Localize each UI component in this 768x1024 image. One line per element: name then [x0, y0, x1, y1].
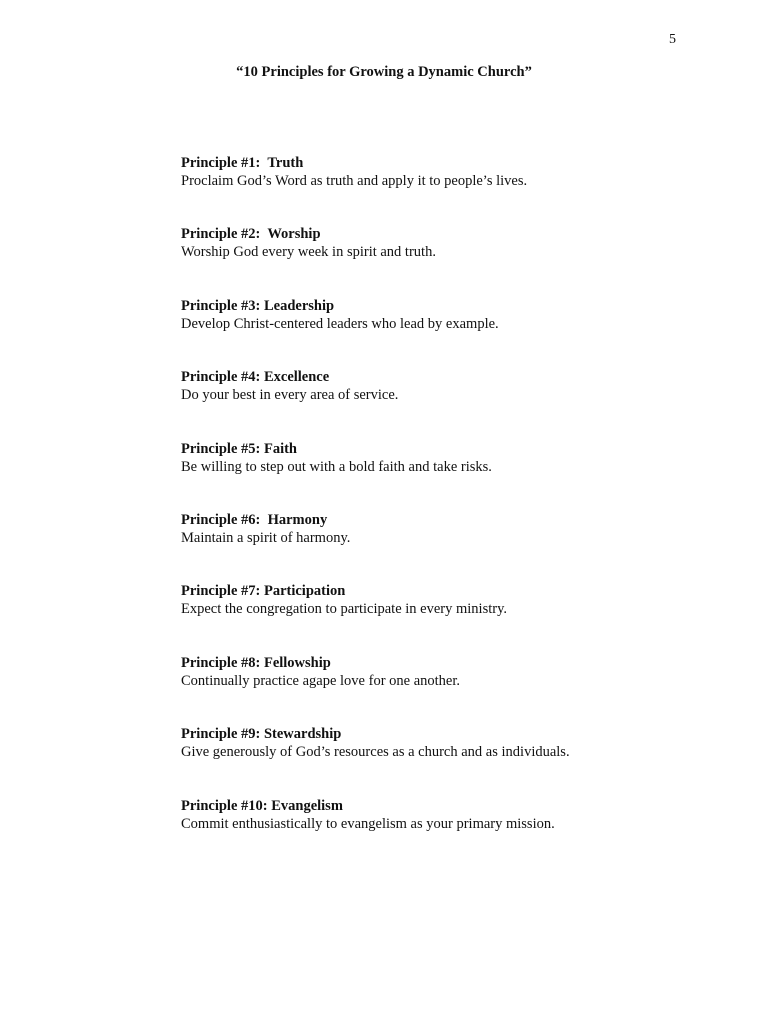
principle-description: Give generously of God’s resources as a church and as individuals.: [181, 744, 570, 761]
principle-heading: Principle #5: Faith: [181, 440, 297, 457]
principle-heading: Principle #7: Participation: [181, 583, 346, 600]
principle-description: Continually practice agape love for one another.: [181, 672, 461, 689]
principle-item-7: [181, 582, 721, 653]
principle-description: Proclaim God’s Word as truth and apply it to people’s lives.: [181, 173, 528, 189]
principle-item-2: [181, 225, 721, 296]
principle-heading: Principle #8: Fellowship: [181, 654, 331, 671]
page-number: 5: [669, 32, 676, 47]
principle-heading: Principle #9: Stewardship: [181, 726, 342, 743]
document-title: “10 Principles for Growing a Dynamic Church”: [236, 64, 532, 80]
principle-description: Expect the congregation to participate in every ministry.: [181, 601, 508, 618]
principle-heading: Principle #3: Leadership: [181, 297, 335, 314]
principle-description: Develop Christ-centered leaders who lead by example.: [181, 315, 499, 332]
principle-heading: Principle #6: Harmony: [181, 511, 328, 528]
principle-item-10: [181, 797, 721, 868]
principle-item-8: [181, 654, 721, 725]
principle-description: Commit enthusiastically to evangelism as your primary mission.: [181, 815, 555, 832]
principle-heading: Principle #2: Worship: [181, 226, 321, 243]
principle-heading: Principle #10: Evangelism: [181, 797, 343, 814]
principle-item-5: [181, 440, 721, 511]
principle-heading: Principle #4: Excellence: [181, 369, 330, 386]
principle-item-1: [181, 154, 721, 225]
principle-description: Worship God every week in spirit and truth.: [181, 244, 436, 261]
principle-item-6: [181, 511, 721, 582]
principle-item-4: [181, 368, 721, 439]
principles-list: [181, 154, 721, 868]
principle-item-3: [181, 297, 721, 368]
principle-description: Maintain a spirit of harmony.: [181, 529, 351, 546]
principle-description: Do your best in every area of service.: [181, 387, 399, 404]
principle-heading: Principle #1: Truth: [181, 155, 304, 171]
principle-description: Be willing to step out with a bold faith and take risks.: [181, 458, 492, 475]
principle-item-9: [181, 725, 721, 796]
